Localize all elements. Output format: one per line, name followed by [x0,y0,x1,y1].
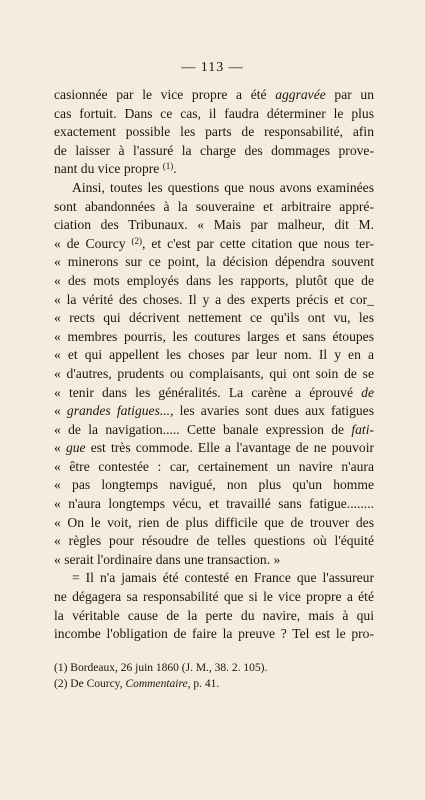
text-line [54,514,374,533]
text-line [54,179,374,198]
text-segment: , p. 41. [187,678,220,690]
text-line [54,458,374,477]
text-line [54,384,374,403]
text-line [54,272,374,291]
text-line [54,588,374,607]
text-line [54,160,374,179]
text-segment: = Il n'a jamais été contesté en France que l'assureur [72,570,374,586]
text-segment: par un [325,87,374,102]
text-segment: « de Courcy [54,235,132,251]
footnote [54,660,374,676]
text-line [54,253,374,272]
text-segment: Ainsi, toutes les questions que nous avons examinées [72,179,374,195]
text-line [54,495,374,514]
text-segment: « minerons sur ce point, la décision dépendra souvent [54,254,374,270]
text-segment: (2) De Courcy, [54,678,126,690]
text-line [54,439,374,458]
text-line [54,625,374,644]
text-segment: (1) Bordeaux, 26 juin 1860 (J. M., 38. 2. 105). [54,662,268,674]
text-segment: nant du vice propre [54,161,163,177]
text-line [54,216,374,235]
footnote [54,676,374,692]
text-line [54,569,374,588]
text-segment: . [173,161,177,177]
footnote-ref: (2) [131,235,142,246]
text-line [54,86,374,105]
text-segment: « règles pour résoudre de telles questions où l'équité [54,533,374,549]
text-line [54,476,374,495]
text-segment: ne dégagera sa responsabilité que si le vice propre a été [54,589,374,605]
text-segment: « d'autres, prudents ou complaisants, qui ont soin de se [54,365,374,381]
text-segment: « serait l'ordinaire dans une transaction. » [54,551,281,567]
text-segment: « [54,440,66,456]
italic-text: grandes fatigues... [66,403,171,419]
text-segment: « membres pourris, les coutures larges et sans étoupes [54,328,374,344]
text-segment: la véritable cause de la perte du navire, mais à qui [54,607,374,623]
text-line [54,105,374,124]
footnote-ref: (1) [162,161,174,172]
text-segment: incombe l'obligation de faire la preuve ? Tel est le pro- [54,626,374,642]
text-line [54,291,374,310]
text-line [54,235,374,254]
text-line [54,142,374,161]
text-segment: « de la navigation..... Cette banale expression de [54,421,352,437]
text-segment: , et c'est par cette citation que nous ter- [141,235,374,251]
text-line [54,532,374,551]
text-line [54,328,374,347]
italic-text: gue [65,440,86,456]
italic-text: aggravée [275,87,326,102]
italic-text: fati- [351,421,374,437]
text-segment: exactement possible les parts de responsabilité, afin [54,124,374,140]
text-segment: « On le voit, rien de plus difficile que de trouver des [54,514,374,530]
text-segment: « la vérité des choses. Il y a des experts précis et cor_ [54,291,374,307]
text-segment: « être contestée : car, certainement un navire n'aura [54,458,374,474]
text-line [54,346,374,365]
main-text [54,86,374,644]
text-line [54,402,374,421]
text-segment: « des mots employés dans les rapports, plutôt que de [54,272,374,288]
page-number: — 113 — [181,60,244,75]
text-segment: « pas longtemps navigué, non plus qu'un homme [54,477,374,493]
text-segment: casionnée par le vice propre a été [54,87,276,102]
text-line [54,607,374,626]
italic-text: Commentaire [125,678,188,690]
text-line [54,551,374,570]
text-segment: ciation des Tribunaux. « Mais par malheur, dit M. [54,217,374,233]
text-segment: « rects qui décrivent nettement ce qu'ils ont vu, les [54,310,374,326]
text-segment: sont abandonnées à la souveraine et arbitraire appré- [54,198,374,214]
text-line [54,421,374,440]
text-segment: « n'aura longtemps vécu, et travaillé sans fatigue........ [54,496,374,512]
text-segment: , les avaries sont dues aux fatigues [170,403,374,419]
text-line [54,365,374,384]
text-segment: « et qui appellent les choses par leur nom. Il y en a [54,347,374,363]
text-line [54,198,374,217]
footnotes [54,660,374,692]
text-segment: de laisser à l'assuré la charge des dommages prove- [54,142,374,158]
italic-text: de [361,384,374,400]
text-segment: est très commode. Elle a l'avantage de ne pouvoir [85,440,374,456]
text-segment: « [54,403,67,419]
text-segment: cas fortuit. Dans ce cas, il faudra déterminer le plus [54,105,374,121]
text-line [54,123,374,142]
text-line [54,309,374,328]
text-segment: « tenir dans les généralités. La carène a éprouvé [54,384,362,400]
